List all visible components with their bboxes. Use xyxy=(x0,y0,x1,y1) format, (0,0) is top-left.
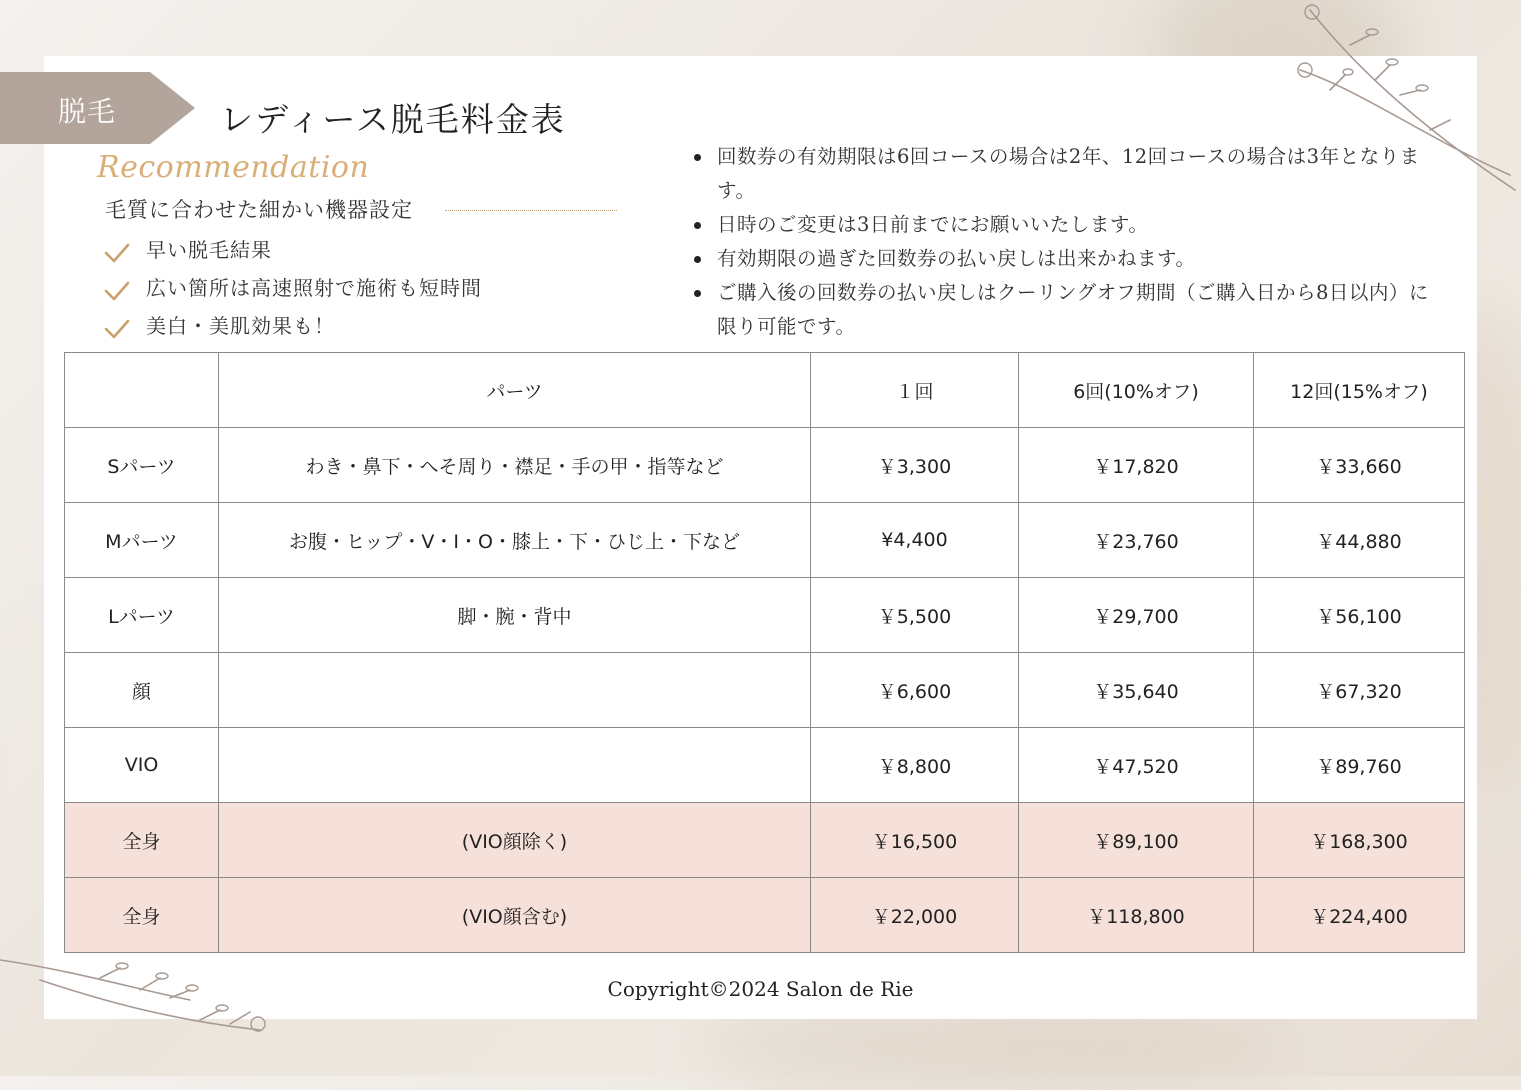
price-12-cell: ￥56,100 xyxy=(1254,578,1465,653)
feature-text: 早い脱毛結果 xyxy=(146,238,272,262)
price-1-cell: ¥4,400 xyxy=(811,503,1019,578)
table-row xyxy=(65,653,1465,728)
category-tag-label: 脱毛 xyxy=(58,95,117,128)
feature-text: 美白・美肌効果も！ xyxy=(146,314,335,338)
price-6-cell: ￥23,760 xyxy=(1019,503,1254,578)
table-row-full-body xyxy=(65,878,1465,953)
note-item: 回数券の有効期限は6回コースの場合は2年、12回コースの場合は3年となります。 xyxy=(692,140,1437,208)
parts-cell xyxy=(219,728,811,803)
note-item: 日時のご変更は3日前までにお願いいたします。 xyxy=(692,208,1437,242)
part-size-cell: Lパーツ xyxy=(65,578,219,653)
copyright-footer: Copyright©2024 Salon de Rie xyxy=(607,977,914,1001)
floral-branch-decoration xyxy=(0,950,280,1060)
parts-cell xyxy=(219,653,811,728)
recommendation-script: Recommendation xyxy=(97,150,370,185)
part-size-cell: Mパーツ xyxy=(65,503,219,578)
header-cell: パーツ xyxy=(219,353,811,428)
header-cell xyxy=(65,353,219,428)
price-12-cell: ￥67,320 xyxy=(1254,653,1465,728)
parts-cell: (VIO顔含む) xyxy=(219,878,811,953)
dotted-divider xyxy=(445,210,617,211)
price-6-cell: ￥47,520 xyxy=(1019,728,1254,803)
table-row-full-body xyxy=(65,803,1465,878)
price-12-cell: ￥33,660 xyxy=(1254,428,1465,503)
part-size-cell: 全身 xyxy=(65,803,219,878)
table-row xyxy=(65,428,1465,503)
floral-branch-decoration xyxy=(1290,0,1521,200)
header-cell: 12回(15%オフ) xyxy=(1254,353,1465,428)
checkmark-icon xyxy=(104,318,130,340)
header-cell: １回 xyxy=(811,353,1019,428)
price-1-cell: ￥3,300 xyxy=(811,428,1019,503)
checkmark-icon xyxy=(104,280,130,302)
price-1-cell: ￥8,800 xyxy=(811,728,1019,803)
page-title: レディース脱毛料金表 xyxy=(220,100,566,139)
part-size-cell: 顔 xyxy=(65,653,219,728)
price-6-cell: ￥89,100 xyxy=(1019,803,1254,878)
part-size-cell: VIO xyxy=(65,728,219,803)
price-6-cell: ￥35,640 xyxy=(1019,653,1254,728)
price-1-cell: ￥5,500 xyxy=(811,578,1019,653)
parts-cell: わき・鼻下・へそ周り・襟足・手の甲・指等など xyxy=(219,428,811,503)
checkmark-icon xyxy=(104,242,130,264)
note-item: 有効期限の過ぎた回数券の払い戻しは出来かねます。 xyxy=(692,242,1437,276)
price-12-cell: ￥224,400 xyxy=(1254,878,1465,953)
price-6-cell: ￥118,800 xyxy=(1019,878,1254,953)
parts-cell: (VIO顔除く) xyxy=(219,803,811,878)
table-row xyxy=(65,728,1465,803)
parts-cell: 脚・腕・背中 xyxy=(219,578,811,653)
price-1-cell: ￥6,600 xyxy=(811,653,1019,728)
part-size-cell: Sパーツ xyxy=(65,428,219,503)
table-row xyxy=(65,503,1465,578)
price-1-cell: ￥16,500 xyxy=(811,803,1019,878)
header-cell: 6回(10%オフ) xyxy=(1019,353,1254,428)
price-12-cell: ￥44,880 xyxy=(1254,503,1465,578)
price-6-cell: ￥29,700 xyxy=(1019,578,1254,653)
feature-subtitle: 毛質に合わせた細かい機器設定 xyxy=(105,198,413,222)
parts-cell: お腹・ヒップ・V・I・O・膝上・下・ひじ上・下など xyxy=(219,503,811,578)
table-row xyxy=(65,578,1465,653)
price-6-cell: ￥17,820 xyxy=(1019,428,1254,503)
price-1-cell: ￥22,000 xyxy=(811,878,1019,953)
note-item: ご購入後の回数券の払い戻しはクーリングオフ期間（ご購入日から8日以内）に限り可能です。 xyxy=(692,276,1437,344)
part-size-cell: 全身 xyxy=(65,878,219,953)
price-12-cell: ￥168,300 xyxy=(1254,803,1465,878)
price-table xyxy=(64,352,1465,953)
feature-text: 広い箇所は高速照射で施術も短時間 xyxy=(146,276,482,300)
price-12-cell: ￥89,760 xyxy=(1254,728,1465,803)
table-header-row xyxy=(65,353,1465,428)
